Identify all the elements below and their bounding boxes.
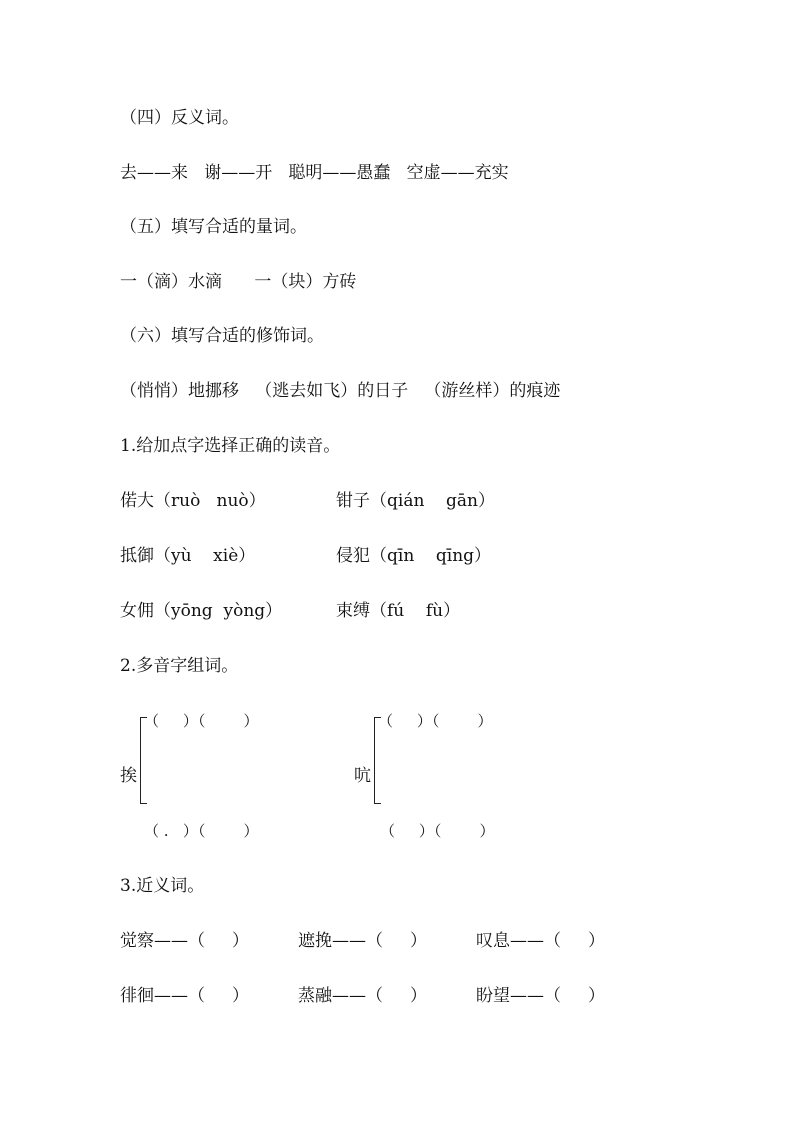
blank-pair[interactable]: （ ）（ ）: [144, 712, 259, 730]
bracket: [374, 717, 375, 804]
polyphonic-char: 吭: [354, 766, 371, 786]
section-6-title: （六）填写合适的修饰词。: [120, 326, 324, 346]
pinyin-choice: 偌大（ruò nuò）: [120, 491, 266, 511]
synonym-item[interactable]: 盼望——（ ）: [476, 986, 606, 1006]
section-5-measure-words: 一（滴）水滴 一（块）方砖: [120, 272, 357, 292]
synonym-item[interactable]: 叹息——（ ）: [476, 931, 606, 951]
synonym-item[interactable]: 徘徊——（ ）: [120, 986, 250, 1006]
pinyin-choice: 抵御（yù xiè）: [120, 546, 256, 566]
section-4-title: （四）反义词。: [120, 108, 239, 128]
section-5-title: （五）填写合适的量词。: [120, 217, 307, 237]
polyphonic-char: 挨: [120, 766, 137, 786]
pinyin-choice: 侵犯（qīn qīng）: [336, 546, 492, 566]
question-2-title: 2.多音字组词。: [120, 656, 239, 676]
question-1-title: 1.给加点字选择正确的读音。: [120, 436, 341, 456]
blank-pair[interactable]: （ ）（ ）: [380, 822, 495, 840]
question-3-title: 3.近义词。: [120, 876, 205, 896]
pinyin-choice: 钳子（qián gān）: [336, 491, 495, 511]
pinyin-choice: 女佣（yōng yòng）: [120, 601, 283, 621]
synonym-item[interactable]: 觉察——（ ）: [120, 931, 250, 951]
section-6-modifiers: （悄悄）地挪移 （逃去如飞）的日子 （游丝样）的痕迹: [120, 381, 561, 401]
section-4-antonyms: 去——来 谢——开 聪明——愚蠢 空虚——充实: [120, 163, 509, 183]
bracket: [140, 717, 141, 804]
blank-pair[interactable]: （ . ）（ ）: [144, 822, 259, 840]
synonym-item[interactable]: 蒸融——（ ）: [298, 986, 428, 1006]
synonym-item[interactable]: 遮挽——（ ）: [298, 931, 428, 951]
blank-pair[interactable]: （ ）（ ）: [378, 712, 493, 730]
pinyin-choice: 束缚（fú fù）: [336, 601, 461, 621]
